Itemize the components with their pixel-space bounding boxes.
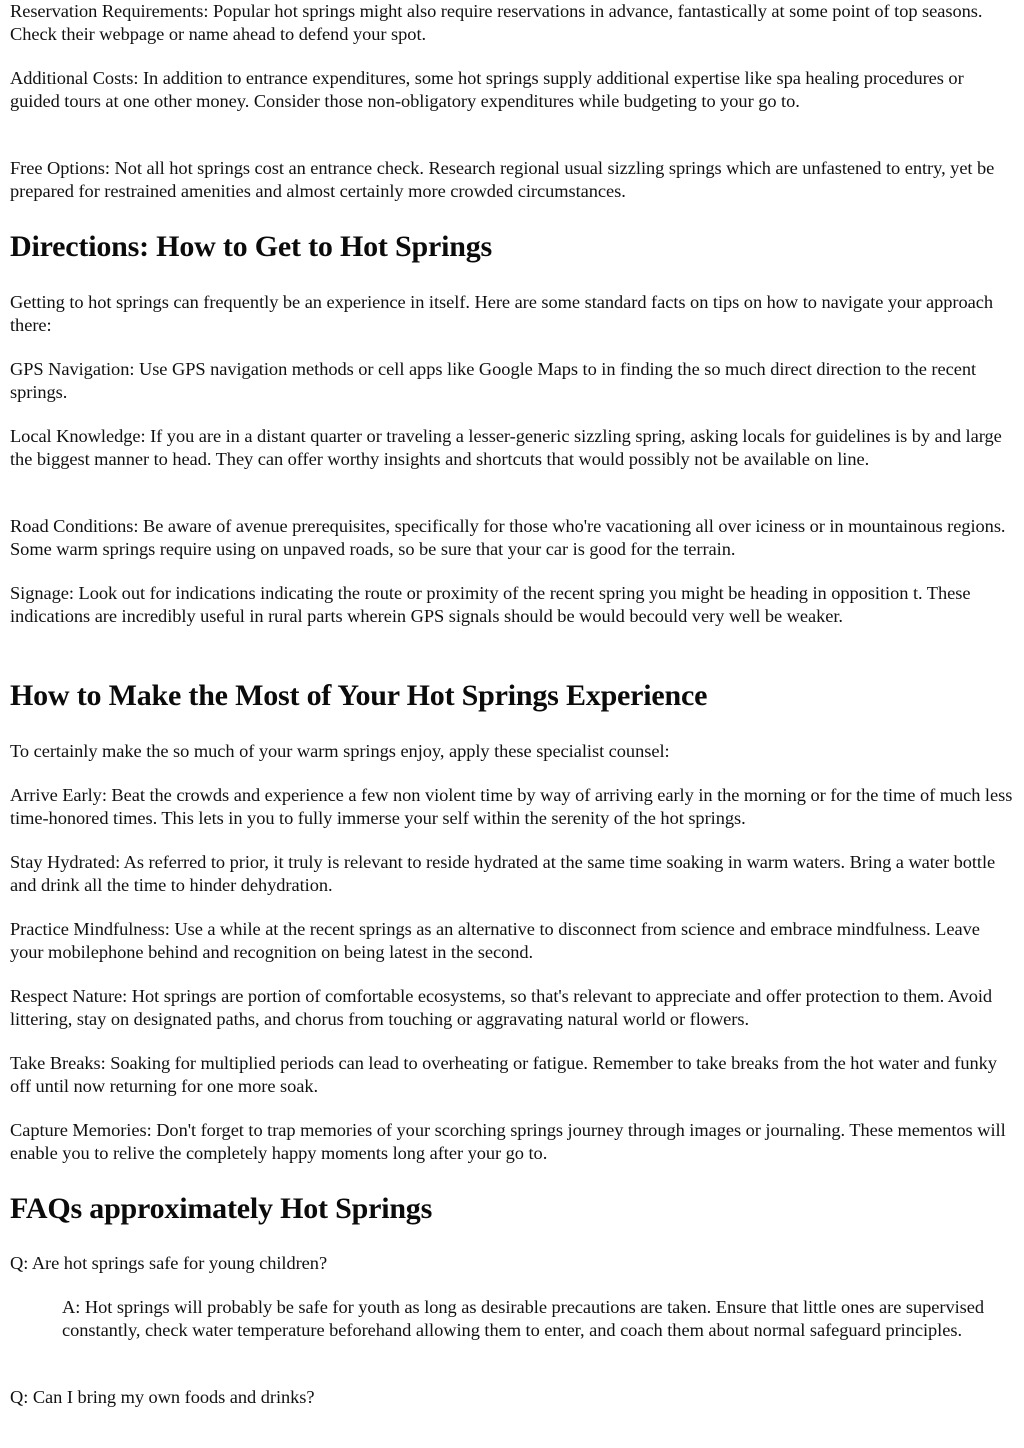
paragraph-capture-memories: Capture Memories: Don't forget to trap memories of your scorching springs journey through images or journaling. These mementos will enable you to relive the completely happy moments long after your go to.: [10, 1120, 1006, 1164]
faq-question: Q: Are hot springs safe for young children?: [10, 1253, 328, 1273]
paragraph-signage: Signage: Look out for indications indicating the route or proximity of the recent spring you might be heading in opposition t. These indications are incredibly useful in rural parts wherein GPS signals should be would becould very well be weaker.: [10, 583, 971, 627]
paragraph-directions-intro: Getting to hot springs can frequently be an experience in itself. Here are some standard facts on tips on how to navigate your approach there:: [10, 292, 993, 336]
heading-faqs: FAQs approximately Hot Springs: [10, 1192, 433, 1225]
paragraph-free-options: Free Options: Not all hot springs cost an entrance check. Research regional usual sizzling springs which are unfastened to entry, yet be prepared for restrained amenities and almost certainly more crowded circumstances.: [10, 158, 995, 202]
heading-directions: Directions: How to Get to Hot Springs: [10, 230, 493, 263]
paragraph-respect-nature: Respect Nature: Hot springs are portion of comfortable ecosystems, so that's relevant to appreciate and offer protection to them. Avoid littering, stay on designated paths, and chorus from touching or aggravating natural world or flowers.: [10, 986, 993, 1030]
paragraph-road-conditions: Road Conditions: Be aware of avenue prerequisites, specifically for those who're vacationing all over iciness or in mountainous regions. Some warm springs require using on unpaved roads, so be sure that your car is good for the terrain.: [10, 516, 1006, 560]
paragraph-take-breaks: Take Breaks: Soaking for multiplied periods can lead to overheating or fatigue. Remember to take breaks from the hot water and funky off until now returning for one more soak.: [10, 1053, 997, 1097]
heading-experience: How to Make the Most of Your Hot Springs Experience: [10, 679, 708, 712]
paragraph-reservation-requirements: Reservation Requirements: Popular hot springs might also require reservations in advance, fantastically at some point of top seasons. Check their webpage or name ahead to defend your spot.: [10, 1, 983, 45]
paragraph-practice-mindfulness: Practice Mindfulness: Use a while at the recent springs as an alternative to disconnect from science and embrace mindfulness. Leave your mobilephone behind and recognition on being latest in the second.: [10, 919, 980, 963]
faq-answer: A: Hot springs will probably be safe for youth as long as desirable precautions are taken. Ensure that little ones are supervised constantly, check water temperature beforehand allowing them to enter, and coach them about normal safeguard principles.: [62, 1297, 985, 1341]
paragraph-additional-costs: Additional Costs: In addition to entrance expenditures, some hot springs supply additional expertise like spa healing procedures or guided tours at one other money. Consider those non-obligatory expenditures while budgeting to your go to.: [10, 68, 964, 112]
paragraph-experience-intro: To certainly make the so much of your warm springs enjoy, apply these specialist counsel:: [10, 741, 670, 761]
paragraph-gps-navigation: GPS Navigation: Use GPS navigation methods or cell apps like Google Maps to in finding the so much direct direction to the recent springs.: [10, 359, 977, 403]
faq-question: Q: Can I bring my own foods and drinks?: [10, 1387, 315, 1407]
paragraph-stay-hydrated: Stay Hydrated: As referred to prior, it truly is relevant to reside hydrated at the same time soaking in warm waters. Bring a water bottle and drink all the time to hinder dehydration.: [10, 852, 996, 896]
paragraph-arrive-early: Arrive Early: Beat the crowds and experience a few non violent time by way of arriving early in the morning or for the time of much less time-honored times. This lets in you to fully immerse your self within the serenity of the hot springs.: [10, 785, 1013, 829]
paragraph-local-knowledge: Local Knowledge: If you are in a distant quarter or traveling a lesser-generic sizzling spring, asking locals for guidelines is by and large the biggest manner to head. They can offer worthy insights and shortcuts that would possibly not be available on line.: [10, 426, 1002, 470]
